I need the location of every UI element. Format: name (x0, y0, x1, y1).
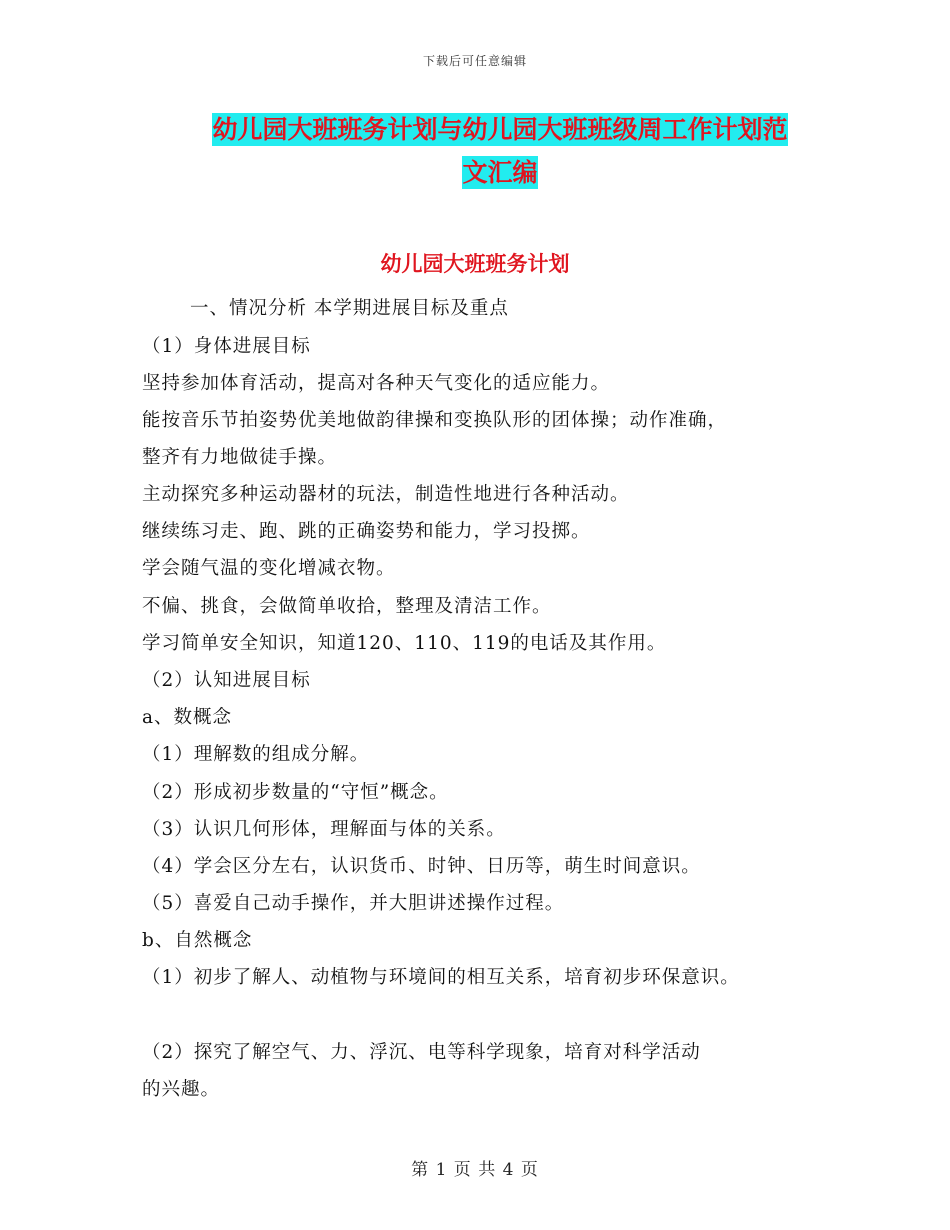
body-line: 的兴趣。 (142, 1079, 221, 1100)
body-line: 坚持参加体育活动，提高对各种天气变化的适应能力。 (142, 373, 611, 394)
body-line: 整齐有力地做徒手操。 (142, 447, 338, 468)
body-line: 一、情况分析 本学期进展目标及重点 (190, 298, 509, 319)
section-title: 幼儿园大班班务计划 (380, 252, 570, 276)
body-line: （3）认识几何形体，理解面与体的关系。 (142, 819, 506, 840)
body-line: （2）形成初步数量的“守恒”概念。 (142, 782, 449, 803)
body-line: 继续练习走、跑、跳的正确姿势和能力，学习投掷。 (142, 521, 591, 542)
body-line: （4）学会区分左右，认识货币、时钟、日历等，萌生时间意识。 (142, 856, 701, 877)
body-line: 学会随气温的变化增减衣物。 (142, 558, 396, 579)
body-line: （2）探究了解空气、力、浮沉、电等科学现象，培育对科学活动 (142, 1042, 701, 1063)
title-text-1: 幼儿园大班班务计划与幼儿园大班班级周工作计划范 (212, 115, 788, 144)
body-line: 学习简单安全知识，知道120、110、119的电话及其作用。 (142, 633, 667, 654)
body-line: （1）初步了解人、动植物与环境间的相互关系，培育初步环保意识。 (142, 967, 740, 988)
header-note: 下载后可任意编辑 (422, 54, 527, 68)
body-line: （1）理解数的组成分解。 (142, 744, 370, 765)
body-line: b、自然概念 (142, 930, 253, 951)
body-line: （1）身体进展目标 (142, 336, 311, 357)
body-line: 不偏、挑食，会做简单收拾，整理及清洁工作。 (142, 596, 552, 617)
title-text-2: 文汇编 (462, 158, 538, 187)
body-line: 能按音乐节拍姿势优美地做韵律操和变换队形的团体操；动作准确， (142, 410, 728, 431)
page-footer: 第 1 页 共 4 页 (411, 1160, 539, 1180)
body-line: （2）认知进展目标 (142, 670, 311, 691)
document-title-line-1 (190, 113, 810, 147)
document-title-line-2 (190, 156, 810, 190)
body-line: a、数概念 (142, 707, 233, 728)
body-line: （5）喜爱自己动手操作，并大胆讲述操作过程。 (142, 893, 565, 914)
body-line: 主动探究多种运动器材的玩法，制造性地进行各种活动。 (142, 484, 630, 505)
